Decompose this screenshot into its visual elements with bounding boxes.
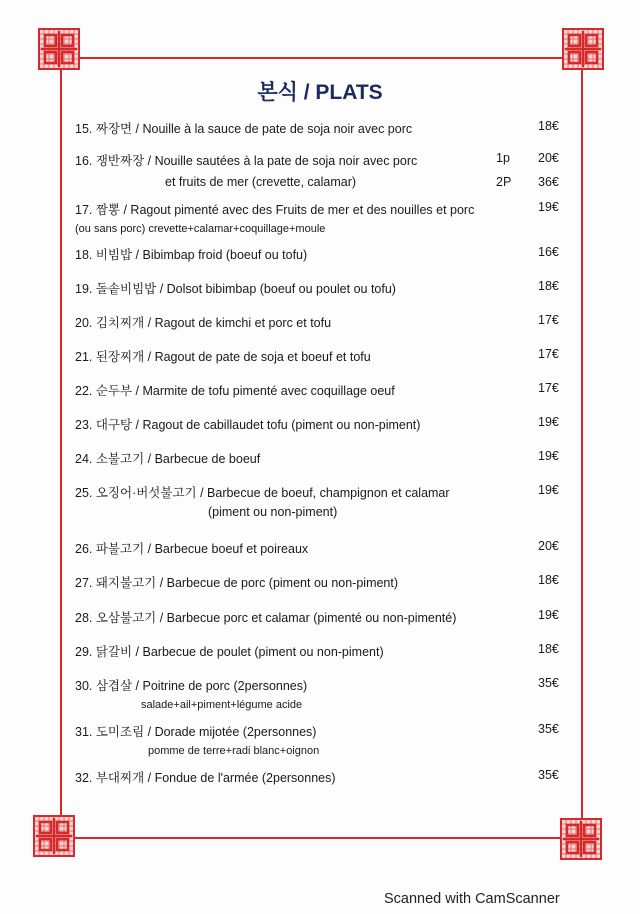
menu-item-text: 24. 소불고기 / Barbecue de boeuf — [75, 452, 261, 466]
menu-item-price: 18€ — [538, 279, 559, 293]
menu-item-text: 18. 비빔밥 / Bibimbap froid (boeuf ou tofu) — [75, 248, 308, 262]
menu-item-price: 18€ — [538, 642, 559, 656]
scanner-watermark: Scanned with CamScanner — [384, 891, 560, 907]
menu-item-price: 16€ — [538, 245, 559, 259]
menu-item-portion: 2P — [496, 175, 512, 189]
menu-item-text: 27. 돼지불고기 / Barbecue de porc (piment ou non-piment) — [75, 576, 399, 590]
menu-item-text: 22. 순두부 / Marmite de tofu pimenté avec coquillage oeuf — [75, 384, 395, 398]
corner-ornament-icon — [562, 28, 604, 70]
menu-item-price: 17€ — [538, 381, 559, 395]
menu-item-price: 19€ — [538, 200, 559, 214]
menu-item-text: 32. 부대찌개 / Fondue de l'armée (2personnes) — [75, 771, 336, 785]
menu-item-price: 19€ — [538, 608, 559, 622]
menu-item-price: 18€ — [538, 573, 559, 587]
menu-item-price: 19€ — [538, 449, 559, 463]
frame-bottom — [60, 837, 582, 839]
corner-ornament-icon — [33, 815, 75, 857]
frame-top — [60, 57, 582, 59]
menu-item-price: 17€ — [538, 347, 559, 361]
menu-item-detail: pomme de terre+radi blanc+oignon — [148, 745, 320, 757]
frame-left — [60, 57, 62, 838]
menu-item-price: 18€ — [538, 119, 559, 133]
menu-item-text: 26. 파불고기 / Barbecue boeuf et poireaux — [75, 542, 309, 556]
menu-item-text: 23. 대구탕 / Ragout de cabillaudet tofu (piment ou non-piment) — [75, 418, 421, 432]
frame-right — [581, 57, 583, 838]
menu-item-price: 19€ — [538, 415, 559, 429]
menu-item-text: 28. 오삼불고기 / Barbecue porc et calamar (pimenté ou non-pimenté) — [75, 611, 457, 625]
menu-item-portion: 1p — [496, 151, 510, 165]
corner-ornament-icon — [38, 28, 80, 70]
menu-item-text: 25. 오징어·버섯불고기 / Barbecue de boeuf, champignon et calamar — [75, 486, 450, 500]
corner-ornament-icon — [560, 818, 602, 860]
menu-item-text: 31. 도미조림 / Dorade mijotée (2personnes) — [75, 725, 317, 739]
menu-item-price: 20€ — [538, 539, 559, 553]
menu-item-price: 35€ — [538, 768, 559, 782]
menu-item-text: (piment ou non-piment) — [208, 505, 338, 519]
menu-item-price: 35€ — [538, 722, 559, 736]
menu-item-text: 16. 쟁반짜장 / Nouille sautées à la pate de soja noir avec porc — [75, 154, 418, 168]
menu-item-price: 19€ — [538, 483, 559, 497]
menu-item-price: 20€ — [538, 151, 559, 165]
menu-item-price: 17€ — [538, 313, 559, 327]
menu-item-detail: (ou sans porc) crevette+calamar+coquillage+moule — [75, 223, 326, 235]
menu-item-price: 35€ — [538, 676, 559, 690]
menu-item-price: 36€ — [538, 175, 559, 189]
menu-item-text: 21. 된장찌개 / Ragout de pate de soja et boeuf et tofu — [75, 350, 371, 364]
menu-item-text: 19. 돌솥비빔밥 / Dolsot bibimbap (boeuf ou poulet ou tofu) — [75, 282, 396, 296]
menu-item-text: 20. 김치찌개 / Ragout de kimchi et porc et tofu — [75, 316, 332, 330]
menu-item-detail: salade+ail+piment+légume acide — [141, 699, 303, 711]
menu-item-text: 15. 짜장면 / Nouille à la sauce de pate de soja noir avec porc — [75, 122, 413, 136]
page-title: 본식 / PLATS — [257, 81, 383, 104]
menu-item-text: 17. 짬뽕 / Ragout pimenté avec des Fruits de mer et des nouilles et porc — [75, 203, 475, 217]
menu-item-text: 29. 닭갈비 / Barbecue de poulet (piment ou non-piment) — [75, 645, 384, 659]
menu-item-text: et fruits de mer (crevette, calamar) — [165, 175, 357, 189]
menu-item-text: 30. 삼겹살 / Poitrine de porc (2personnes) — [75, 679, 308, 693]
